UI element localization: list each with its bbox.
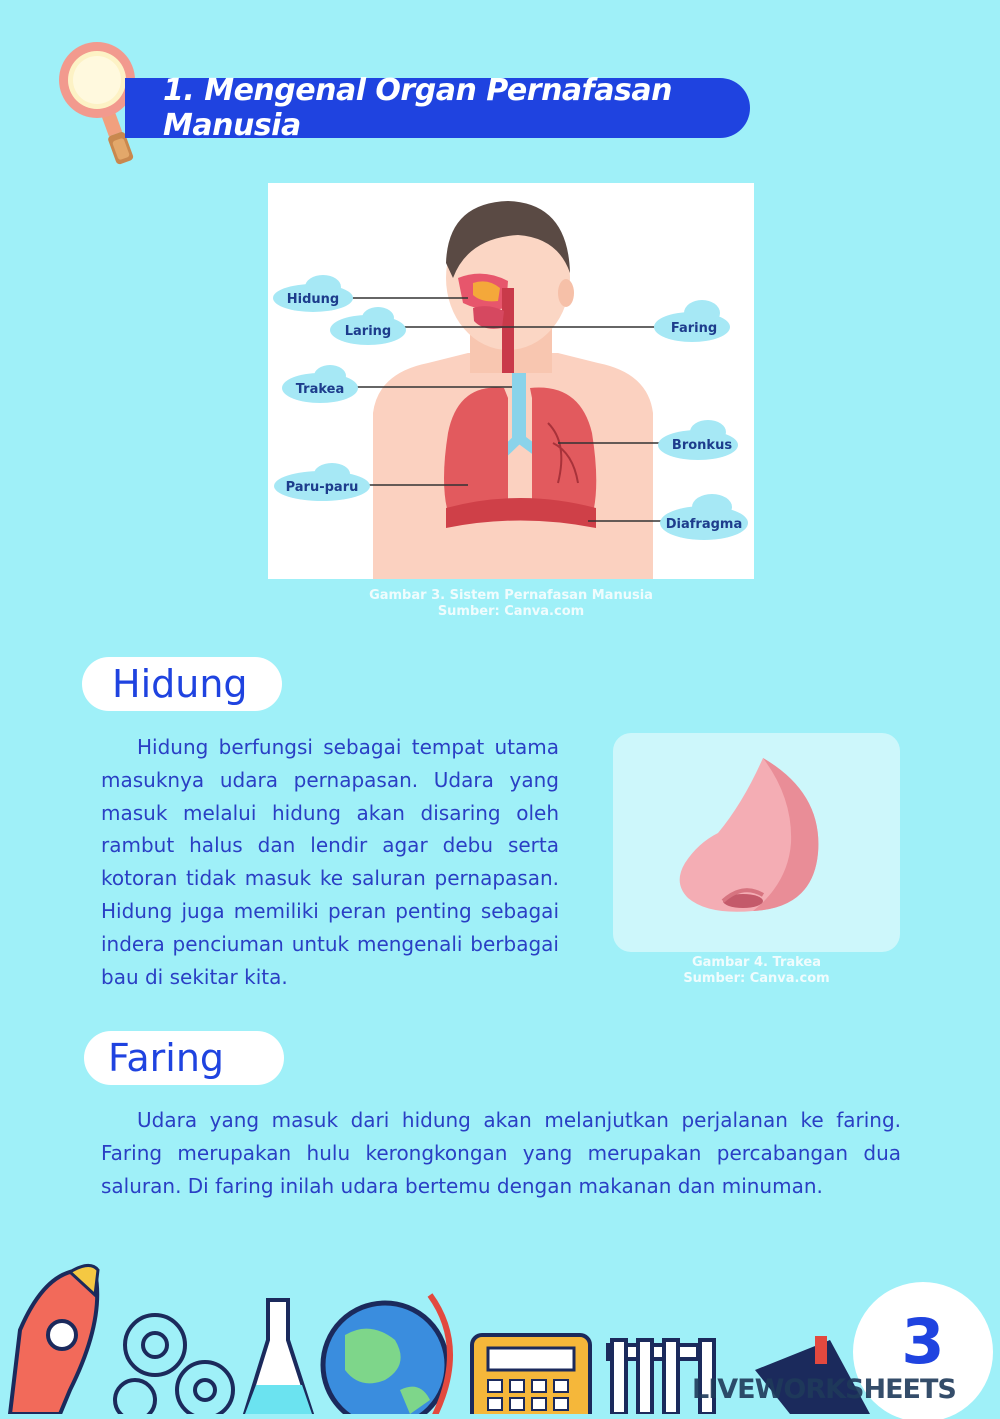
- hidung-paragraph: [101, 731, 559, 993]
- faring-heading: Faring: [108, 1036, 225, 1080]
- label-faring: Faring: [670, 321, 718, 336]
- page-number: 3: [901, 1305, 945, 1378]
- faring-paragraph: [101, 1104, 901, 1202]
- nose-illustration: [613, 733, 900, 952]
- globe-icon: [323, 1295, 450, 1414]
- flask-icon: [245, 1300, 312, 1414]
- page-title: 1. Mengenal Organ Pernafasan Manusia: [163, 73, 672, 143]
- nose-image-card: [613, 733, 900, 952]
- figure-3-caption: [268, 588, 754, 620]
- figure-4-caption-title: Gambar 4. Trakea: [691, 955, 822, 970]
- faring-heading-pill: [84, 1031, 284, 1085]
- calculator-icon: [472, 1335, 590, 1414]
- label-hidung: Hidung: [286, 292, 340, 307]
- figure-4-caption-source: Sumber: Canva.com: [683, 971, 830, 986]
- label-paru-paru: Paru-paru: [285, 480, 359, 495]
- figure-3-caption-title: Gambar 3. Sistem Pernafasan Manusia: [369, 588, 653, 603]
- figure-4-caption: [613, 955, 900, 987]
- figure-3-caption-source: Sumber: Canva.com: [437, 604, 585, 619]
- watermark-logo: LIVEWORKSHEETS: [692, 1374, 956, 1405]
- label-bronkus: Bronkus: [671, 438, 733, 453]
- gear-icon: [115, 1315, 233, 1414]
- hidung-heading-pill: [82, 657, 282, 711]
- respiratory-system-diagram: [268, 183, 754, 579]
- hidung-heading: Hidung: [112, 662, 248, 706]
- label-trakea: Trakea: [295, 382, 345, 397]
- label-diafragma: Diafragma: [665, 517, 743, 532]
- faring-paragraph-text: Udara yang masuk dari hidung akan melanjutkan perjalanan ke faring. Faring merupakan hulu kerongkongan yang merupakan percabangan dua saluran. Di faring inilah udara bertemu dengan makanan dan minuman.: [101, 1108, 901, 1198]
- label-laring: Laring: [344, 324, 392, 339]
- rocket-icon: [10, 1265, 98, 1414]
- hidung-paragraph-text: Hidung berfungsi sebagai tempat utama masuknya udara pernapasan. Udara yang masuk melalui hidung akan disaring oleh rambut halus dan lendir agar debu serta kotoran tidak masuk ke saluran pernapasan. Hidung juga memiliki peran penting sebagai indera penciuman untuk mengenali berbagai bau di sekitar kita.: [101, 735, 559, 989]
- title-banner: [125, 73, 750, 143]
- respiratory-illustration: [268, 183, 754, 579]
